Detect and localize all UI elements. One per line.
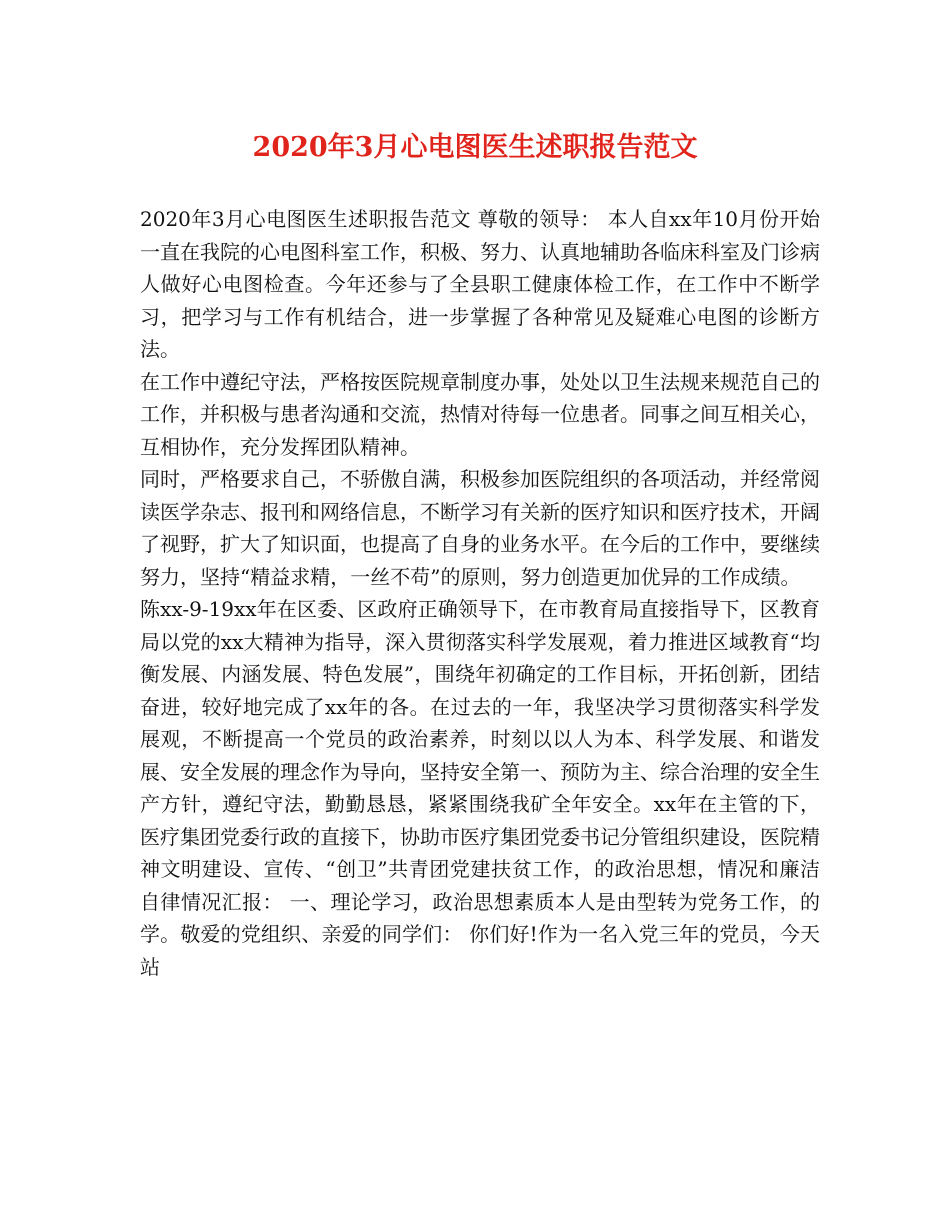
paragraph-4: 陈xx-9-19xx年在区委、区政府正确领导下，在市教育局直接指导下，区教育局以党的xx大精神为指导，深入贯彻落实科学发展观，着力推进区域教育“均衡发展、内涵发展、特色发展”，围绕年初确定的工作目标，开拓创新，团结奋进，较好地完成了xx年的各。在过去的一年，我坚决学习贯彻落实科学发展观，不断提高一个党员的政治素养，时刻以以人为本、科学发展、和谐发展、安全发展的理念作为导向，坚持安全第一、预防为主、综合治理的安全生产方针，遵纪守法，勤勤恳恳，紧紧围绕我矿全年安全。xx年在主管的下，医疗集团党委行政的直接下，协助市医疗集团党委书记分管组织建设，医院精神文明建设、宣传、“创卫”共青团党建扶贫工作，的政治思想，情况和廉洁自律情况汇报： 一、理论学习，政治思想素质本人是由型转为党务工作，的学。敬爱的党组织、亲爱的同学们： 你们好!作为一名入党三年的党员，今天站 (140, 597, 820, 979)
paragraph-3: 同时，严格要求自己，不骄傲自满，积极参加医院组织的各项活动，并经常阅读医学杂志、报刊和网络信息，不断学习有关新的医疗知识和医疗技术，开阔了视野，扩大了知识面，也提高了自身的业务水平。在今后的工作中，要继续努力，坚持“精益求精，一丝不苟”的原则，努力创造更加优异的工作成绩。 (140, 467, 820, 589)
document-body (140, 203, 820, 983)
paragraph-2: 在工作中遵纪守法，严格按医院规章制度办事，处处以卫生法规来规范自己的工作，并积极与患者沟通和交流，热情对待每一位患者。同事之间互相关心，互相协作，充分发挥团队精神。 (140, 369, 820, 459)
paragraph-1: 2020年3月心电图医生述职报告范文 尊敬的领导： 本人自xx年10月份开始一直在我院的心电图科室工作，积极、努力、认真地辅助各临床科室及门诊病人做好心电图检查。今年还参与了全县职工健康体检工作，在工作中不断学习，把学习与工作有机结合，进一步掌握了各种常见及疑难心电图的诊断方法。 (140, 207, 820, 361)
document-title: 2020年3月心电图医生述职报告范文 (252, 132, 698, 163)
